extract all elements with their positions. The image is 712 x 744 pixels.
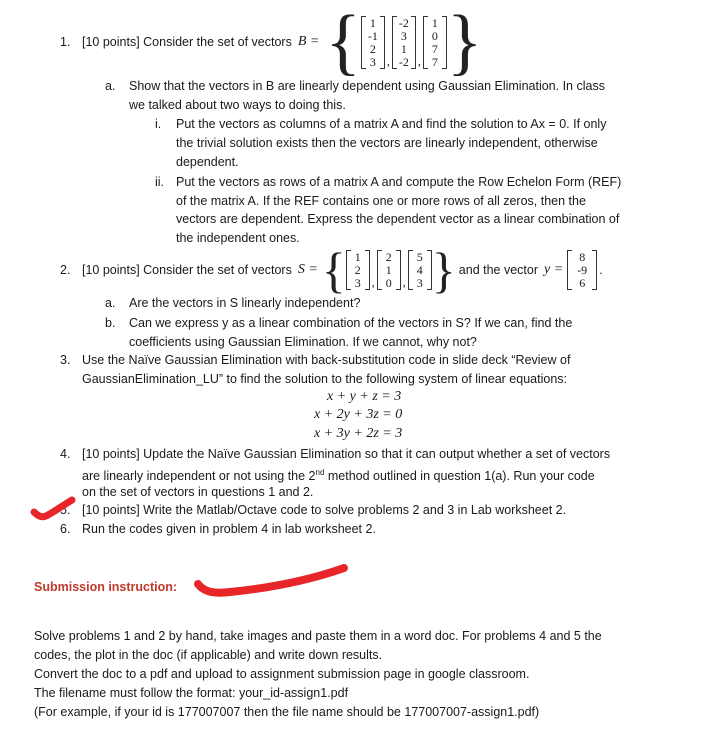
- q2-y-entry: 6: [579, 276, 586, 290]
- q2b-text1: Can we express y as a linear combination of the vectors in S? If we can, find the: [129, 316, 573, 330]
- q5-text: [10 points] Write the Matlab/Octave code to solve problems 2 and 3 in Lab worksheet 2.: [82, 503, 567, 517]
- q1-vector-entry: 3: [369, 54, 376, 69]
- q1-vector-2: [392, 16, 416, 69]
- q1-setname: B =: [297, 34, 320, 49]
- red-underline-annotation: [190, 560, 352, 600]
- submission-line4: The filename must follow the format: your_id-assign1.pdf: [34, 686, 349, 700]
- q2-vector-entry: 2: [354, 263, 361, 277]
- q2-open-brace: {: [321, 242, 346, 298]
- q1-number: 1.: [60, 35, 71, 49]
- q2-comma: ,: [402, 275, 406, 289]
- q2-setname: S =: [297, 262, 318, 277]
- q2-vector-entry: 0: [385, 276, 392, 290]
- q1-vector-1: [361, 16, 385, 69]
- q2a-line: [105, 295, 360, 311]
- q2-vector-1: [346, 250, 370, 290]
- q2-number: 2.: [60, 263, 71, 277]
- q2-yname: y =: [544, 262, 564, 277]
- q1ii-line3: vectors are dependent. Express the dependent vector as a linear combination of: [176, 212, 620, 226]
- submission-line2: codes, the plot in the doc (if applicable) and write down results.: [34, 648, 383, 662]
- q1-vector-entry: -1: [367, 28, 378, 43]
- q1ii-line1: [155, 174, 621, 190]
- q2-vector-entry: 1: [354, 250, 361, 264]
- q3-equation-3: x + 3y + 2z = 3: [314, 426, 403, 441]
- q4-number: 4.: [60, 447, 71, 461]
- submission-line5: (For example, if your id is 177007007 then the file name should be 177007007-assign1.pdf): [34, 705, 540, 719]
- q3-line1: [60, 352, 570, 368]
- q4-line3: on the set of vectors in questions 1 and 2.: [82, 485, 314, 499]
- q4-text2a: are linearly independent or not using the 2: [82, 469, 316, 484]
- q1ii-label: ii.: [155, 175, 165, 189]
- q2b-line1: [105, 315, 572, 331]
- q1-vector-entry: 3: [400, 28, 407, 43]
- q1-vector-entry: 7: [431, 54, 438, 69]
- q1-comma: ,: [386, 53, 390, 68]
- q2-text: [10 points] Consider the set of vectors: [82, 263, 292, 277]
- q6-number: 6.: [60, 522, 71, 536]
- q4-line2: [82, 465, 595, 484]
- q2-y-entry: -9: [577, 263, 588, 277]
- q1-vector-entry: 1: [400, 41, 407, 56]
- q1ii-line2: of the matrix A. If the REF contains one or more rows of all zeros, then the: [176, 194, 586, 208]
- q1a-text1: Show that the vectors in B are linearly dependent using Gaussian Elimination. In class: [129, 79, 605, 93]
- q2-header: [60, 242, 603, 298]
- q2-period: .: [599, 263, 603, 277]
- q3-line2: GaussianElimination_LU” to find the solution to the following system of linear equations:: [82, 372, 567, 386]
- q6-line: [60, 521, 376, 537]
- q1-vectors: [361, 16, 447, 69]
- q1-vector-entry: 1: [369, 15, 376, 30]
- q1a-line2: we talked about two ways to doing this.: [129, 98, 346, 112]
- q2-vectors: [346, 250, 432, 290]
- q5-line: [60, 502, 566, 518]
- q4-superscript: nd: [315, 468, 325, 477]
- q3-text1: Use the Naïve Gaussian Elimination with back-substitution code in slide deck “Review of: [82, 353, 571, 367]
- q2-vector-entry: 5: [416, 250, 423, 264]
- q3-number: 3.: [60, 353, 71, 367]
- q1i-line1: [155, 116, 606, 132]
- q1-vector-3: [423, 16, 447, 69]
- q1-open-brace: {: [325, 1, 361, 83]
- q2-comma: ,: [371, 275, 375, 289]
- q2-close-brace: }: [431, 242, 456, 298]
- q3-equation-1: x + y + z = 3: [327, 389, 402, 404]
- q1-vector-entry: 1: [431, 15, 438, 30]
- q2b-line2: coefficients using Gaussian Elimination. If we cannot, why not?: [129, 335, 477, 349]
- q3-equation-2: x + 2y + 3z = 0: [314, 407, 403, 422]
- q1-vector-entry: -2: [398, 54, 409, 69]
- q1a-line1: [105, 78, 605, 94]
- q5-number: 5.: [60, 503, 71, 517]
- q2a-text: Are the vectors in S linearly independent?: [129, 296, 361, 310]
- q2-y-entry: 8: [579, 250, 586, 264]
- q2-y-vector: [567, 250, 597, 290]
- q6-text: Run the codes given in problem 4 in lab worksheet 2.: [82, 522, 376, 536]
- q1-vector-entry: 2: [369, 41, 376, 56]
- q1ii-line4: the independent ones.: [176, 231, 300, 245]
- q2-vector-3: [408, 250, 432, 290]
- q1ii-text1: Put the vectors as rows of a matrix A and compute the Row Echelon Form (REF): [176, 175, 622, 189]
- q1-comma: ,: [417, 53, 421, 68]
- q1i-line2: the trivial solution exists then the vectors are linearly independent, otherwise: [176, 136, 598, 150]
- submission-line1: Solve problems 1 and 2 by hand, take images and paste them in a word doc. For problems 4 and 5 the: [34, 629, 602, 643]
- q2-y-bracket: [567, 250, 597, 290]
- q2a-label: a.: [105, 296, 116, 310]
- q1-text: [10 points] Consider the set of vectors: [82, 35, 292, 49]
- q2-vector-entry: 3: [354, 276, 361, 290]
- q2-vector-entry: 3: [416, 276, 423, 290]
- q1i-text1: Put the vectors as columns of a matrix A and find the solution to Ax = 0. If only: [176, 117, 607, 131]
- q2-vector-entry: 1: [385, 263, 392, 277]
- q4-line1: [60, 446, 610, 462]
- q1-close-brace: }: [446, 1, 483, 83]
- q1-vector-entry: 0: [431, 28, 438, 43]
- q4-text2b: method outlined in question 1(a). Run your code: [324, 469, 595, 484]
- q1a-label: a.: [105, 79, 116, 93]
- q2b-label: b.: [105, 316, 116, 330]
- q1-header: [60, 1, 483, 83]
- submission-line3: Convert the doc to a pdf and upload to assignment submission page in google classroom.: [34, 667, 530, 681]
- q4-text1: [10 points] Update the Naïve Gaussian Elimination so that it can output whether a set of vectors: [82, 447, 611, 461]
- q1-vector-entry: 7: [431, 41, 438, 56]
- q2-vector-entry: 4: [416, 263, 423, 277]
- q1i-label: i.: [155, 117, 162, 131]
- q2-vector-entry: 2: [385, 250, 392, 264]
- q1i-line3: dependent.: [176, 155, 239, 169]
- q2-vector-2: [377, 250, 401, 290]
- submission-heading: Submission instruction:: [34, 580, 178, 594]
- q2-and-text: and the vector: [458, 263, 539, 277]
- red-checkmark-annotation: [30, 496, 76, 524]
- q1-vector-entry: -2: [398, 15, 409, 30]
